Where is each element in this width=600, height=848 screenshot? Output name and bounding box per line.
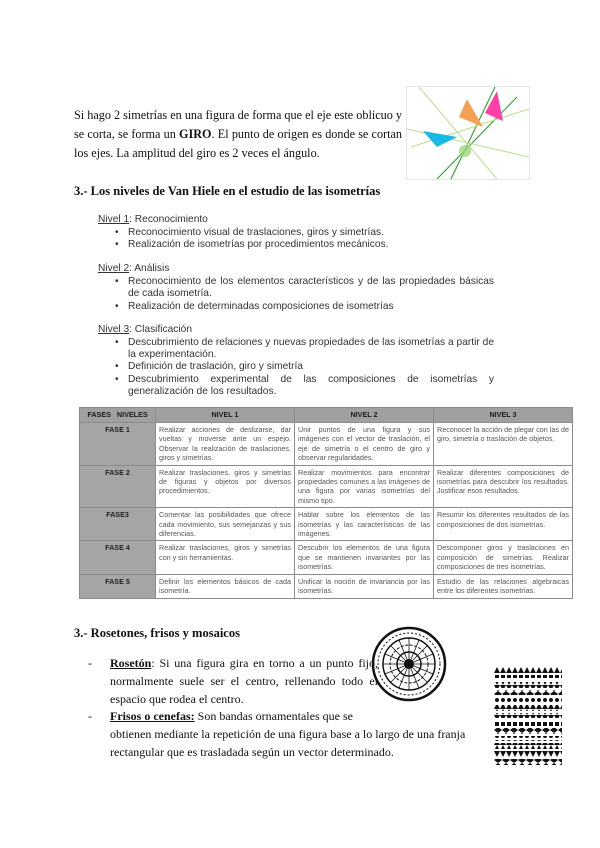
table-row: [80, 508, 573, 541]
intro-text-1: Si hago 2 simetrías en una figura de forma que el eje este oblicuo y se corta, se forma un: [74, 108, 402, 141]
term-frisos: Frisos o cenefas:: [110, 709, 195, 724]
level-2-name: : Análisis: [129, 263, 170, 274]
fases-niveles-table: [79, 407, 573, 599]
list-item-roseton: [88, 655, 378, 708]
roseton-drawing: [371, 626, 447, 702]
intro-text-2: . El punto de origen es donde se cortan los ejes. La amplitud del giro es 2 veces el ángulo.: [74, 127, 402, 160]
level-1-item-2: • Realización de isometrías por procedimientos mecánicos.: [128, 239, 494, 251]
table-row: [80, 465, 573, 508]
level-2-label: Nivel 2: [98, 263, 130, 274]
fase-label: FASE 2: [80, 465, 156, 508]
table-row: [80, 541, 573, 574]
table-cell: Estudio de las relaciones algebraicas entre los diferentes isometrías.: [434, 574, 573, 598]
magenta-triangle: [485, 91, 503, 121]
orange-triangle: [459, 99, 483, 127]
fase-label: FASE 4: [80, 541, 156, 574]
rotation-center: [459, 145, 471, 157]
table-header-row: [80, 408, 573, 423]
level-3-name: : Clasificación: [129, 324, 192, 335]
table-cell: Realizar traslaciones, giros y simetrías de figuras y objetos por diversos procedimientos.: [156, 465, 295, 508]
fase-label: FASE3: [80, 508, 156, 541]
fase-label: FASE 5: [80, 574, 156, 598]
roseton-image: [371, 626, 447, 702]
table-cell: Hablar sobre los elementos de las isometrías y las características de las imágenes.: [295, 508, 434, 541]
table-cell: Resumir los diferentes resultados de las composiciones de dos isometrías.: [434, 508, 573, 541]
level-1-label: Nivel 1: [98, 214, 130, 225]
table-cell: Definir los elementos básicos de cada isometría.: [156, 574, 295, 598]
level-2-item-1: • Reconocimiento de los elementos característicos y de las propiedades básicas de cada isometría.: [128, 276, 494, 299]
frisos-definition: Son bandas ornamentales que se: [194, 709, 353, 724]
giro-diagram: [407, 87, 529, 179]
header-fases-niveles: FASES NIVELES: [80, 408, 156, 423]
level-3-item-1: • Descubrimiento de relaciones y nuevas propiedades de las isometrías a partir de la experimentación.: [128, 337, 494, 360]
frisos-definition-continued: obtienen mediante la repetición de una figura base a lo largo de una franja rectangular que es trasladada según un vector determinado.: [110, 727, 466, 759]
vanhiele-heading: 3.- Los niveles de Van Hiele en el estudio de las isometrías: [74, 184, 381, 198]
intro-bold-giro: GIRO: [179, 127, 212, 141]
level-3-title: [98, 324, 192, 335]
table-cell: Unificar la noción de invariancia por las isometrías.: [295, 574, 434, 598]
table-cell: Reconocer la acción de plegar con las de giro, simetría o traslación de objetos.: [434, 423, 573, 466]
rosetones-list: [88, 655, 378, 726]
table-cell: Comentar las posibilidades que ofrece cada movimiento, sus semejanzas y sus diferencias.: [156, 508, 295, 541]
list-dash: -: [88, 709, 92, 724]
frisos-drawing: [494, 667, 562, 769]
table-cell: Realizar acciones de deslizarse, dar vueltas y moverse ante un espejo. Observar la realización de traslaciones, giros y simetrías.: [156, 423, 295, 466]
level-1-title: [98, 214, 208, 225]
fase-label: FASE 1: [80, 423, 156, 466]
table-cell: Realizar diferentes composiciones de isometrías para descubrir los resultados. Justificar esos resultados.: [434, 465, 573, 508]
level-3-item-2: • Definición de traslación, giro y simetría: [128, 361, 494, 373]
level-3-label: Nivel 3: [98, 324, 130, 335]
table-cell: Realizar traslaciones, giros y simetrías con y sin herramientas.: [156, 541, 295, 574]
roseton-definition: : Si una figura gira en torno a un punto fijo, normalmente suele ser el centro, rellenando todo el espacio que rodea el centro.: [110, 656, 378, 706]
table-row: [80, 423, 573, 466]
giro-figure: [406, 86, 530, 180]
rosetones-heading: 3.- Rosetones, frisos y mosaicos: [74, 626, 240, 640]
table-row: [80, 574, 573, 598]
frisos-image: [494, 667, 562, 769]
table-cell: Descubrir los elementos de una figura que se mantienen invariantes por las isometrías.: [295, 541, 434, 574]
level-1-name: : Reconocimiento: [129, 214, 208, 225]
header-nivel-2: NIVEL 2: [295, 408, 434, 423]
level-1-item-1: • Reconocimiento visual de traslaciones, giros y simetrías.: [128, 227, 494, 239]
header-nivel-1: NIVEL 1: [156, 408, 295, 423]
term-roseton: Rosetón: [110, 656, 152, 670]
header-nivel-3: NIVEL 3: [434, 408, 573, 423]
list-item-frisos: [88, 708, 378, 726]
table-cell: Unir puntos de una figura y sus imágenes con el vector de traslación, el eje de simetría o el centro de giro y observar regularidades.: [295, 423, 434, 466]
table-cell: Descomponer giros y traslaciones en composición de simetrías. Realizar composiciones de tres isometrías.: [434, 541, 573, 574]
level-2-item-2: • Realización de determinadas composiciones de isometrías: [128, 301, 494, 313]
table-cell: Realizar movimientos para encontrar propiedades comunes a las imágenes de una figura por varias isometrías del mismo tipo.: [295, 465, 434, 508]
list-dash: -: [88, 656, 92, 670]
level-3-item-3: • Descubrimiento experimental de las composiciones de isometrías y generalización de los resultados.: [128, 374, 494, 397]
level-2-title: [98, 263, 169, 274]
intro-paragraph: [74, 106, 402, 163]
